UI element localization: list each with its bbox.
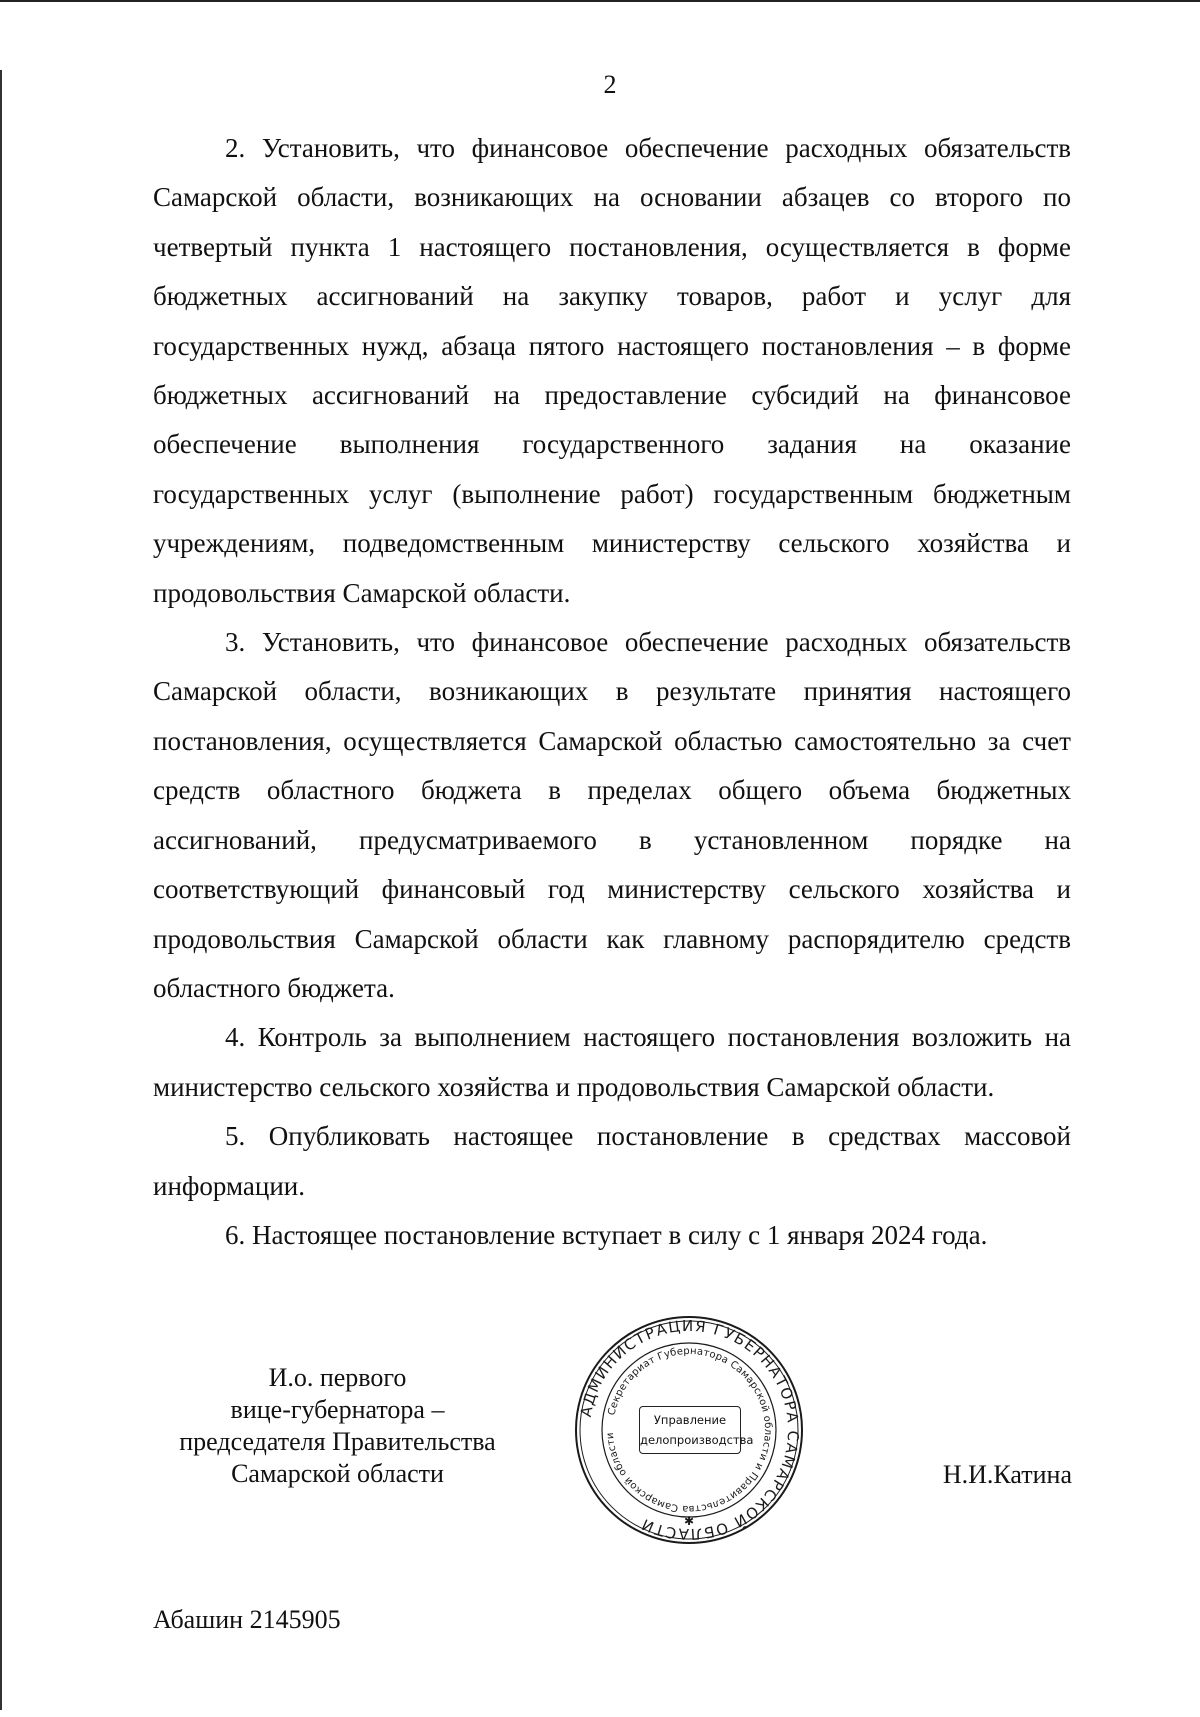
stamp-outer-text: АДМИНИСТРАЦИЯ ГУБЕРНАТОРА САМАРСКОЙ ОБЛАСТИ (576, 1316, 803, 1544)
stamp-star-icon: ✱ (683, 1514, 695, 1528)
signatory-title-line: вице-губернатора – (230, 1395, 445, 1424)
paragraph-5: 5. Опубликовать настоящее постановление в средствах массовой информации. (153, 1121, 1071, 1201)
paragraph-4: 4. Контроль за выполнением настоящего постановления возложить на министерство сельского хозяйства и продовольствия Самарской области. (153, 1022, 1071, 1102)
paragraph-2: 2. Установить, что финансовое обеспечение расходных обязательств Самарской области, возникающих на основании абзацев со второго по четвертый пункта 1 настоящего постановления, осуществляется в форме бюджетных ассигнований на закупку товаров, работ и услуг для государственных нужд, абзаца пятого настоящего постановления – в форме бюджетных ассигнований на предоставление субсидий на финансовое обеспечение выполнения государственного задания на оказание государственных услуг (выполнение работ) государственным бюджетным учреждениям, подведомственным министерству сельского хозяйства и продовольствия Самарской области. (153, 133, 1071, 608)
paragraph-3: 3. Установить, что финансовое обеспечение расходных обязательств Самарской области, возникающих в результате принятия настоящего постановления, осуществляется Самарской областью самостоятельно за счет средств областного бюджета в пределах общего объема бюджетных ассигнований, предусматриваемого в установленном порядке на соответствующий финансовый год министерству сельского хозяйства и продовольствия Самарской области как главному распорядителю средств областного бюджета. (153, 627, 1071, 1003)
stamp-center-box (639, 1406, 754, 1454)
signatory-title-line: председателя Правительства (179, 1427, 496, 1456)
signer-name: Н.И.Катина (942, 1460, 1072, 1489)
signatory-title-line: Самарской области (231, 1459, 444, 1488)
paragraph-6: 6. Настоящее постановление вступает в силу с 1 января 2024 года. (225, 1219, 988, 1250)
page-number: 2 (603, 70, 617, 99)
document-body (153, 124, 1071, 1260)
stamp-inner-text: Секретариат Губернатора Самарской области и Правительства Самарской области (604, 1345, 774, 1515)
signatory-title-line: И.о. первого (268, 1363, 407, 1392)
scan-left-border (0, 70, 2, 1710)
signatory-title (150, 1362, 525, 1490)
official-stamp (573, 1314, 805, 1546)
executor-contact: Абашин 2145905 (153, 1605, 341, 1634)
scan-top-border (0, 0, 1200, 2)
stamp-center-line: Управление (653, 1413, 727, 1427)
stamp-center-line: делопроизводства (640, 1433, 754, 1447)
